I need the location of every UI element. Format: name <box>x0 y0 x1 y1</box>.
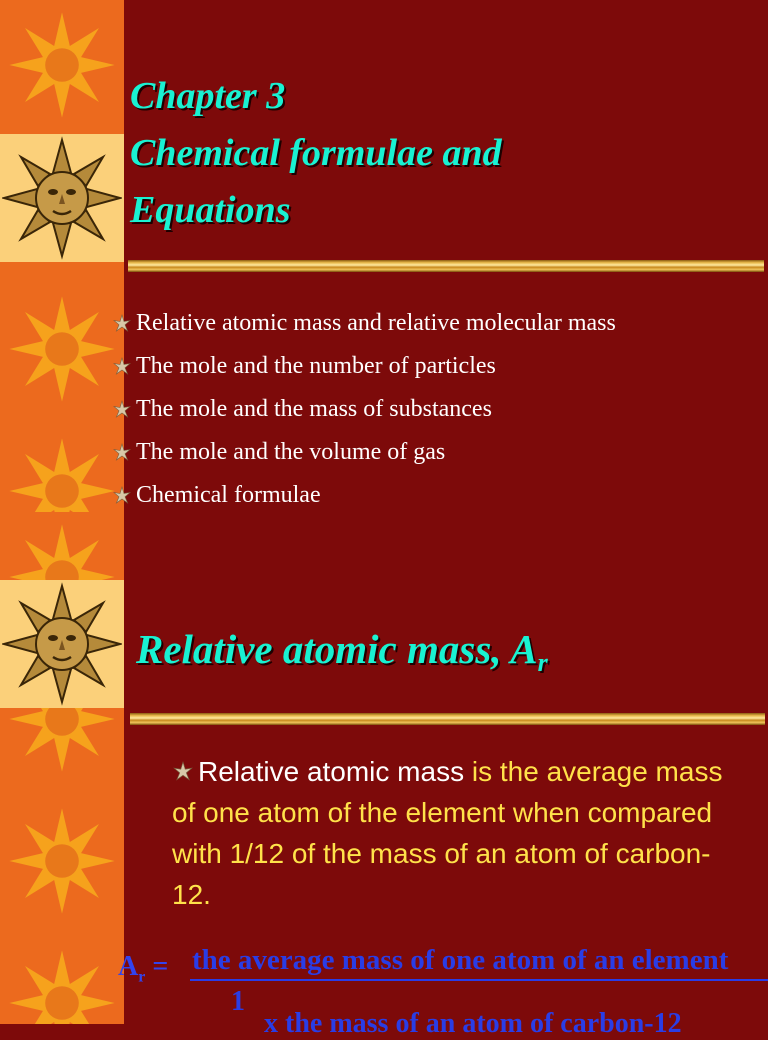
star-bullet-icon <box>112 486 132 506</box>
slide-2 <box>0 512 768 1039</box>
star-bullet-icon <box>112 443 132 463</box>
list-item <box>112 302 616 345</box>
sun-face-icon <box>4 140 120 256</box>
list-item-label: Relative atomic mass and relative molecular mass <box>136 310 616 336</box>
sun-pattern-rail <box>0 0 124 512</box>
list-item-label: The mole and the volume of gas <box>136 439 446 465</box>
gold-divider <box>128 260 764 272</box>
slide-1 <box>0 0 768 512</box>
list-item <box>112 474 616 517</box>
star-bullet-icon <box>112 314 132 334</box>
list-item <box>112 431 616 474</box>
star-bullet-icon <box>112 357 132 377</box>
sun-face-icon <box>4 586 120 702</box>
chapter-title <box>130 68 502 239</box>
formula-lhs <box>118 951 168 987</box>
list-item <box>112 345 616 388</box>
formula-subscript: r <box>138 968 146 986</box>
list-item-label: Chemical formulae <box>136 482 321 508</box>
definition-paragraph <box>172 751 732 915</box>
fraction-bar <box>190 979 768 981</box>
slide-title-subscript: r <box>537 648 548 677</box>
slide-title-text: Relative atomic mass, A <box>136 626 538 672</box>
list-item-label: The mole and the number of particles <box>136 353 496 379</box>
list-item-label: The mole and the mass of substances <box>136 396 492 422</box>
slide-title <box>136 624 548 688</box>
formula-symbol: A <box>118 951 139 982</box>
title-line: Chapter 3 <box>130 75 286 117</box>
formula-equals: = <box>152 951 169 982</box>
definition-text: is the average mass of one atom of the element when compared with 1/12 of the mass of an atom of carbon-12. <box>172 756 723 910</box>
gold-divider <box>130 713 765 725</box>
star-bullet-icon <box>112 400 132 420</box>
formula-numerator: the average mass of one atom of an element <box>192 944 729 976</box>
formula <box>0 944 768 1039</box>
title-line: Equations <box>130 189 291 231</box>
list-item <box>112 388 616 431</box>
title-line: Chemical formulae and <box>130 132 502 174</box>
formula-one: 1 <box>231 986 245 1017</box>
formula-denominator: x the mass of an atom of carbon-12 <box>264 1008 682 1039</box>
star-bullet-icon <box>172 761 194 783</box>
definition-term: Relative atomic mass <box>198 756 465 787</box>
